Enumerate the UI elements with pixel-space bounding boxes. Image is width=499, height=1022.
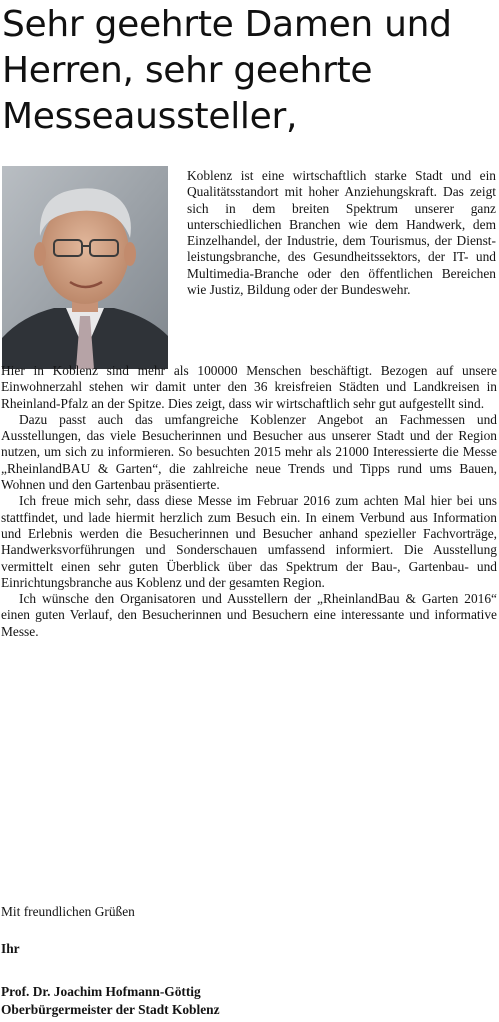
letter-body xyxy=(1,363,497,640)
paragraph-2: Dazu passt auch das umfangreiche Koblenzer Angebot an Fachmessen und Ausstellungen, das viele Besucherinnen und Besucher aus unserer Stadt und der Region nutzen, um sich zu informieren. So besuchten 2015 mehr als 21000 Interessierte die Messe „RheinlandBAU & Garten“, die zahlreiche neue Trends und Tipps rund ums Bauen, Wohnen und den Gartenbau präsentierte. xyxy=(1,411,497,493)
paragraph-1: Hier in Koblenz sind mehr als 100000 Menschen beschäftigt. Bezogen auf unsere Einwohnerzahl stehen wir damit unter den 36 kreisfreien Städten und Landkreisen in Rheinland-Pfalz an der Spitze. Dies zeigt, dass wir wirtschaftlich sehr gut aufgestellt sind. xyxy=(1,363,497,411)
paragraph-4: Ich wünsche den Organisatoren und Ausstellern der „RheinlandBau & Garten 2016“ einen guten Verlauf, den Besucherinnen und Besuchern eine interessante und informative Messe. xyxy=(1,591,497,639)
signer-title: Oberbürgermeister der Stadt Koblenz xyxy=(1,1002,220,1017)
portrait-photo xyxy=(2,166,168,369)
paragraph-3: Ich freue mich sehr, dass diese Messe im Februar 2016 zum achten Mal hier bei uns stattfindet, und lade hiermit herzlich zum Besuch ein. In einem Verbund aus Information und Erlebnis werden die Besucherinnen und Besucher anhand spezieller Fachvorträge, Handwerksvorführungen und Sonderschauen umfassend informiert. Die Ausstellung vermittelt einen sehr guten Überblick über das Spektrum der Bau-, Gartenbau- und Einrichtungsbranche aus Koblenz und der gesamten Region. xyxy=(1,493,497,590)
headline: Sehr geehrte Damen und Herren, sehr geehrte Messeaussteller, xyxy=(2,4,452,137)
greeting: Mit freundlichen Grüßen xyxy=(1,904,135,919)
signature-block xyxy=(1,983,497,1019)
intro-paragraph: Koblenz ist eine wirtschaftlich starke Stadt und ein Qualitätsstandort mit hoher Anziehungskraft. Das zeigt sich in dem breiten Spektrum unserer ganz unterschiedlichen Branchen wie dem Handwerk, dem Einzelhandel, der Industrie, dem Tourismus, der Dienstleistungsbranche, des Gesundheitssektors, der IT- und Multimedia-Branche oder den öffentlichen Bereichen wie Justiz, Bildung oder der Bundeswehr. xyxy=(187,168,496,298)
closing-ihr: Ihr xyxy=(1,941,20,956)
signer-name: Prof. Dr. Joachim Hofmann-Göttig xyxy=(1,984,201,999)
